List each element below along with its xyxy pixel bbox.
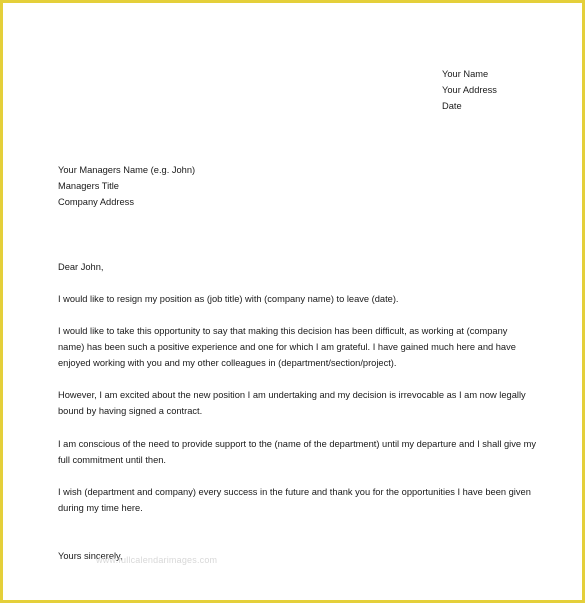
recipient-title: Managers Title xyxy=(58,181,119,191)
recipient-address: Company Address xyxy=(58,197,134,207)
paragraph-1-line-1: I would like to resign my position as (job title) with (company name) to leave (date). xyxy=(58,294,399,304)
sender-date: Date xyxy=(442,101,462,111)
paragraph-3-line-1: However, I am excited about the new position I am undertaking and my decision is irrevocable as I am now legally xyxy=(58,390,526,400)
letter-page xyxy=(6,6,585,603)
sender-address: Your Address xyxy=(442,85,497,95)
paragraph-5-line-1: I wish (department and company) every success in the future and thank you for the opportunities I have been given xyxy=(58,487,531,497)
paragraph-2-line-2: name) has been such a positive experience and one for which I am grateful. I have gained much here and have xyxy=(58,342,516,352)
paragraph-4-line-1: I am conscious of the need to provide support to the (name of the department) until my departure and I shall give my xyxy=(58,439,537,449)
watermark: www.fullcalendarimages.com xyxy=(96,555,218,565)
sender-name: Your Name xyxy=(442,69,489,79)
paragraph-4-line-2: full commitment until then. xyxy=(58,455,166,465)
paragraph-3-line-2: bound by having signed a contract. xyxy=(58,406,203,416)
salutation: Dear John, xyxy=(58,262,104,272)
paragraph-2-line-3: enjoyed working with you and my other colleagues in (department/section/project). xyxy=(58,358,397,368)
closing: Yours sincerely, xyxy=(58,551,123,561)
paragraph-2-line-1: I would like to take this opportunity to say that making this decision has been difficult, as working at (company xyxy=(58,326,508,336)
paragraph-5-line-2: during my time here. xyxy=(58,503,143,513)
recipient-name: Your Managers Name (e.g. John) xyxy=(58,165,196,175)
